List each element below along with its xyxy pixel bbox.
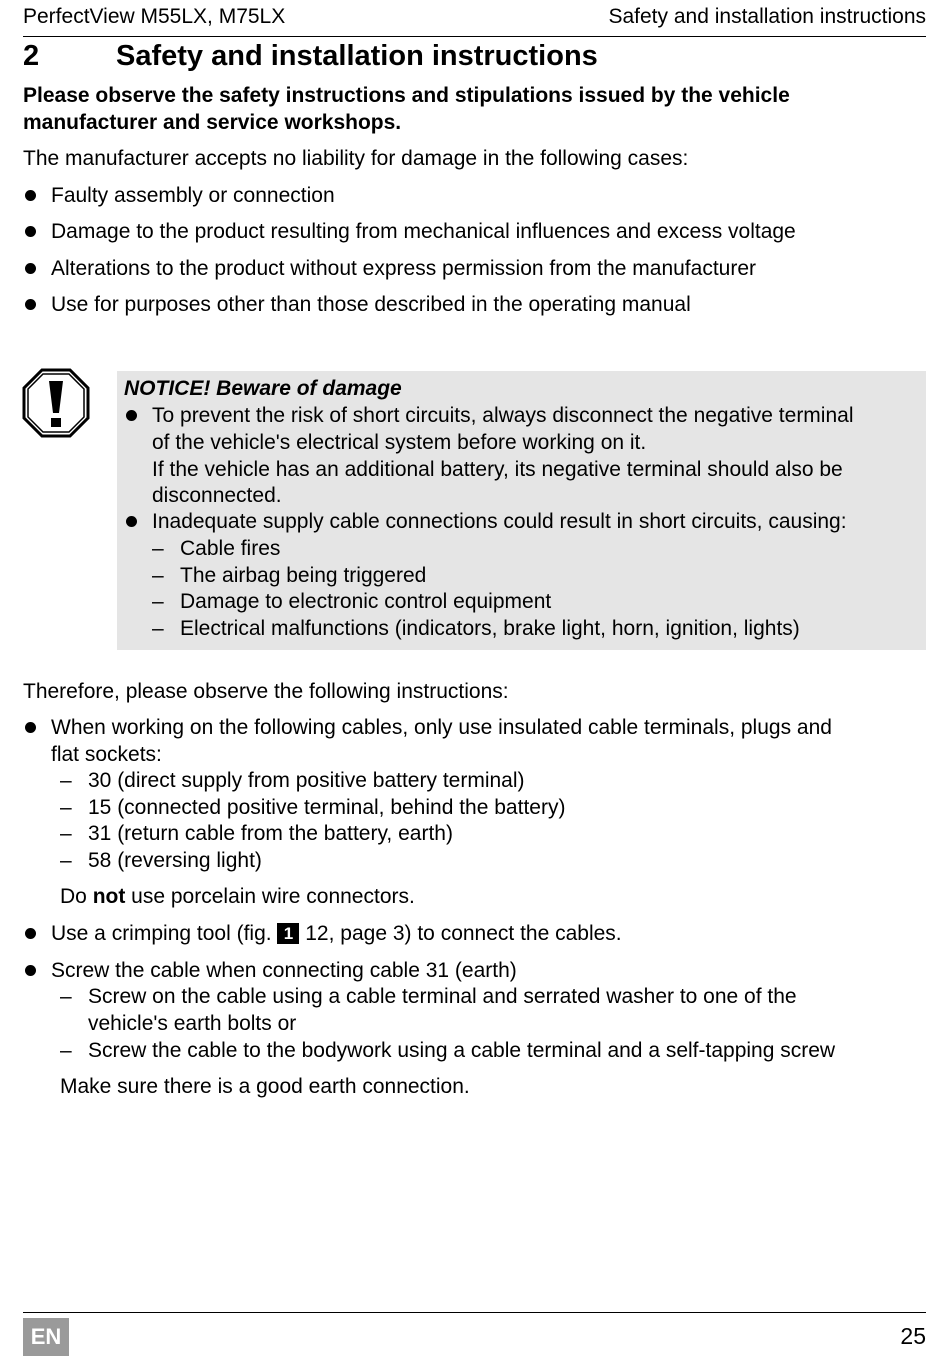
dash-marker: – bbox=[60, 822, 72, 845]
page-number: 25 bbox=[900, 1323, 926, 1349]
bullet-icon bbox=[126, 516, 137, 527]
notice-bullet-line: If the vehicle has an additional battery, its negative terminal should also be bbox=[152, 458, 843, 481]
dash-marker: – bbox=[60, 985, 72, 1008]
notice-title: NOTICE! Beware of damage bbox=[124, 377, 402, 400]
dash-marker: – bbox=[152, 590, 164, 613]
notice-sub-item: Cable fires bbox=[180, 537, 281, 560]
header-divider bbox=[23, 36, 926, 37]
language-badge: EN bbox=[23, 1318, 69, 1356]
section-number: 2 bbox=[23, 40, 40, 72]
notice-bullet-line: To prevent the risk of short circuits, always disconnect the negative terminal bbox=[152, 404, 854, 427]
dash-marker: – bbox=[152, 564, 164, 587]
dash-marker: – bbox=[152, 617, 164, 640]
footer-divider bbox=[23, 1312, 926, 1313]
bullet-icon bbox=[126, 410, 137, 421]
liability-item: Damage to the product resulting from mechanical influences and excess voltage bbox=[51, 220, 796, 243]
crimping-instruction: Use a crimping tool (fig. 1 12, page 3) to connect the cables. bbox=[51, 922, 622, 945]
liability-item: Faulty assembly or connection bbox=[51, 184, 335, 207]
earth-item: Screw the cable to the bodywork using a cable terminal and a self-tapping screw bbox=[88, 1039, 836, 1062]
figure-reference-badge: 1 bbox=[277, 923, 299, 944]
notice-bullet-line: of the vehicle's electrical system before working on it. bbox=[152, 431, 647, 454]
bullet-icon bbox=[25, 263, 36, 274]
notice-bullet-line: Inadequate supply cable connections could result in short circuits, causing: bbox=[152, 510, 847, 533]
bullet-icon bbox=[25, 299, 36, 310]
earth-item: Screw on the cable using a cable terminal and serrated washer to one of the bbox=[88, 985, 797, 1008]
header-product: PerfectView M55LX, M75LX bbox=[23, 5, 286, 28]
intro-bold-paragraph: Please observe the safety instructions and stipulations issued by the vehicle manufacturer and service workshops. bbox=[23, 84, 790, 134]
cable-item: 30 (direct supply from positive battery terminal) bbox=[88, 769, 525, 792]
earth-note: Make sure there is a good earth connection. bbox=[60, 1075, 470, 1098]
dash-marker: – bbox=[60, 1039, 72, 1062]
cable-item: 31 (return cable from the battery, earth) bbox=[88, 822, 453, 845]
section-title bbox=[23, 40, 598, 73]
earth-item: vehicle's earth bolts or bbox=[88, 1012, 297, 1035]
notice-bullet-line: disconnected. bbox=[152, 484, 282, 507]
instruction-line: Screw the cable when connecting cable 31 (earth) bbox=[51, 959, 517, 982]
porcelain-note: Do not use porcelain wire connectors. bbox=[60, 885, 415, 908]
bullet-icon bbox=[25, 190, 36, 201]
dash-marker: – bbox=[60, 849, 72, 872]
notice-sub-item: The airbag being triggered bbox=[180, 564, 427, 587]
liability-lead: The manufacturer accepts no liability for damage in the following cases: bbox=[23, 147, 689, 170]
warning-octagon-exclamation-icon bbox=[22, 367, 90, 439]
dash-marker: – bbox=[60, 769, 72, 792]
notice-sub-item: Damage to electronic control equipment bbox=[180, 590, 552, 613]
liability-item: Alterations to the product without express permission from the manufacturer bbox=[51, 257, 756, 280]
emphasis-not: not bbox=[92, 885, 126, 908]
cable-item: 15 (connected positive terminal, behind the battery) bbox=[88, 796, 566, 819]
instruction-line: When working on the following cables, only use insulated cable terminals, plugs and bbox=[51, 716, 832, 739]
dash-marker: – bbox=[152, 537, 164, 560]
bullet-icon bbox=[25, 965, 36, 976]
liability-item: Use for purposes other than those described in the operating manual bbox=[51, 293, 691, 316]
section-title-text: Safety and installation instructions bbox=[116, 40, 598, 72]
instructions-lead: Therefore, please observe the following instructions: bbox=[23, 680, 509, 703]
bullet-icon bbox=[25, 722, 36, 733]
dash-marker: – bbox=[60, 796, 72, 819]
instruction-line: flat sockets: bbox=[51, 743, 162, 766]
notice-sub-item: Electrical malfunctions (indicators, brake light, horn, ignition, lights) bbox=[180, 617, 800, 640]
header-section: Safety and installation instructions bbox=[608, 5, 926, 28]
cable-item: 58 (reversing light) bbox=[88, 849, 262, 872]
bullet-icon bbox=[25, 928, 36, 939]
bullet-icon bbox=[25, 226, 36, 237]
